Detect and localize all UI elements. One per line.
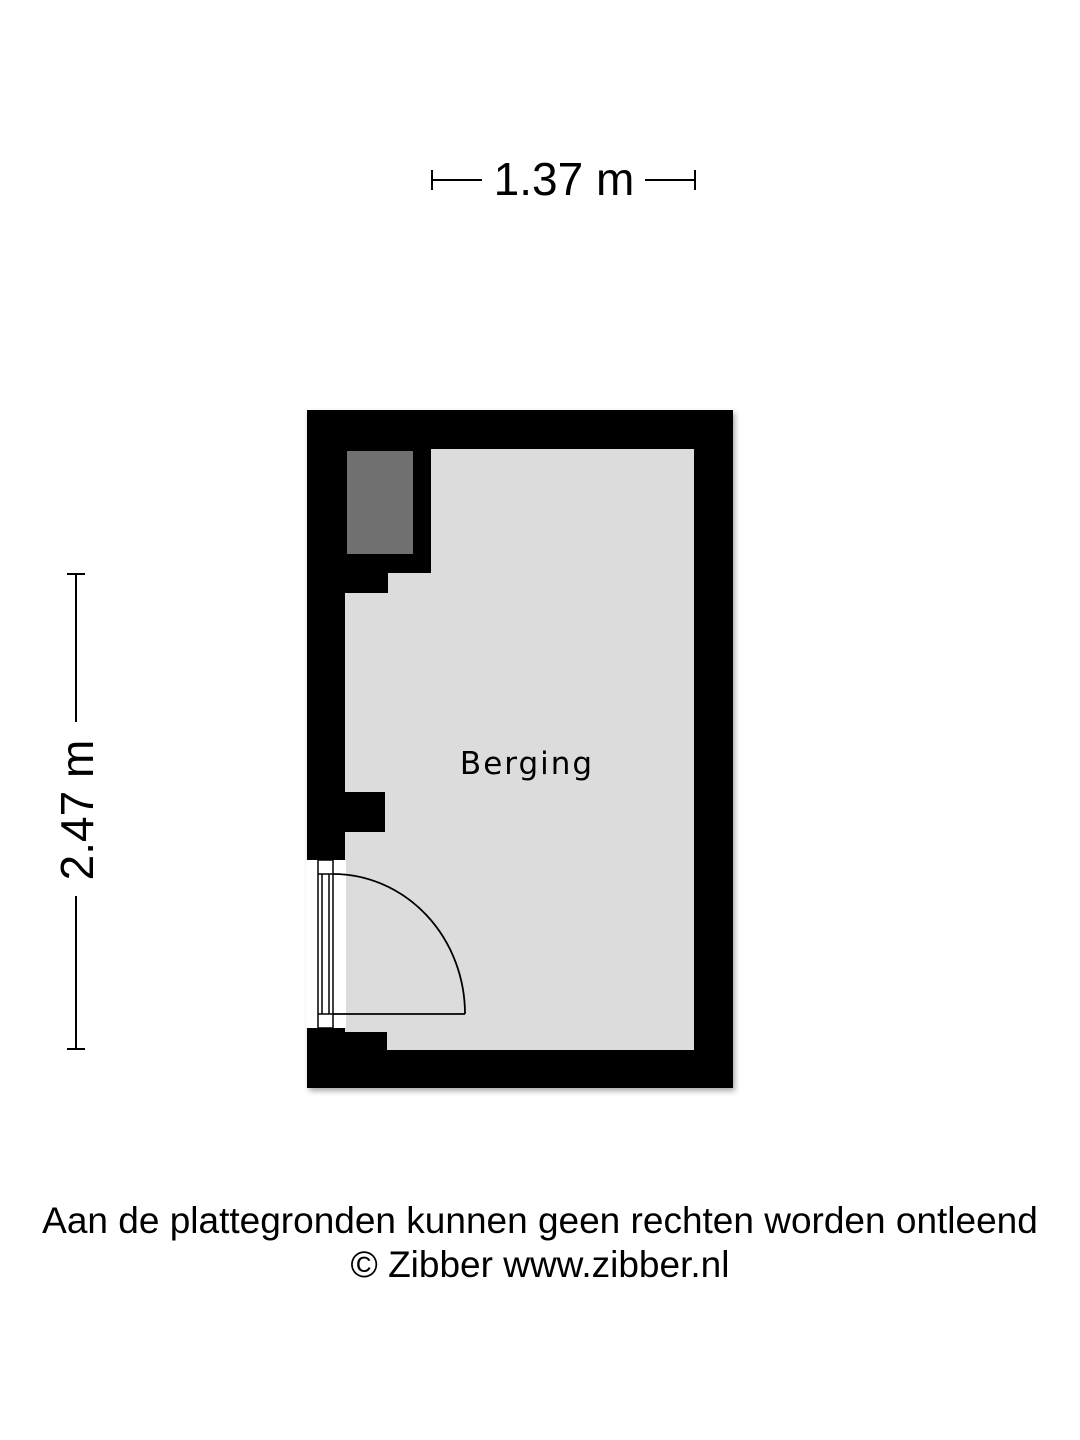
wall-stub-bottom (345, 1032, 387, 1050)
storage-room (306, 410, 733, 1088)
height-dimension-label: 2.47 m (51, 739, 103, 881)
fixture-cabinet (347, 451, 413, 554)
width-dimension-label: 1.37 m (493, 153, 635, 205)
height-dimension (51, 574, 103, 1049)
disclaimer-text: Aan de plattegronden kunnen geen rechten worden ontleend (42, 1200, 1038, 1241)
width-dimension (432, 153, 695, 205)
wall-stub-top (345, 573, 388, 593)
column-block (345, 792, 385, 832)
copyright-credit: © Zibber www.zibber.nl (350, 1244, 730, 1285)
door-opening (306, 860, 346, 1028)
room-label-berging: Berging (459, 746, 595, 782)
